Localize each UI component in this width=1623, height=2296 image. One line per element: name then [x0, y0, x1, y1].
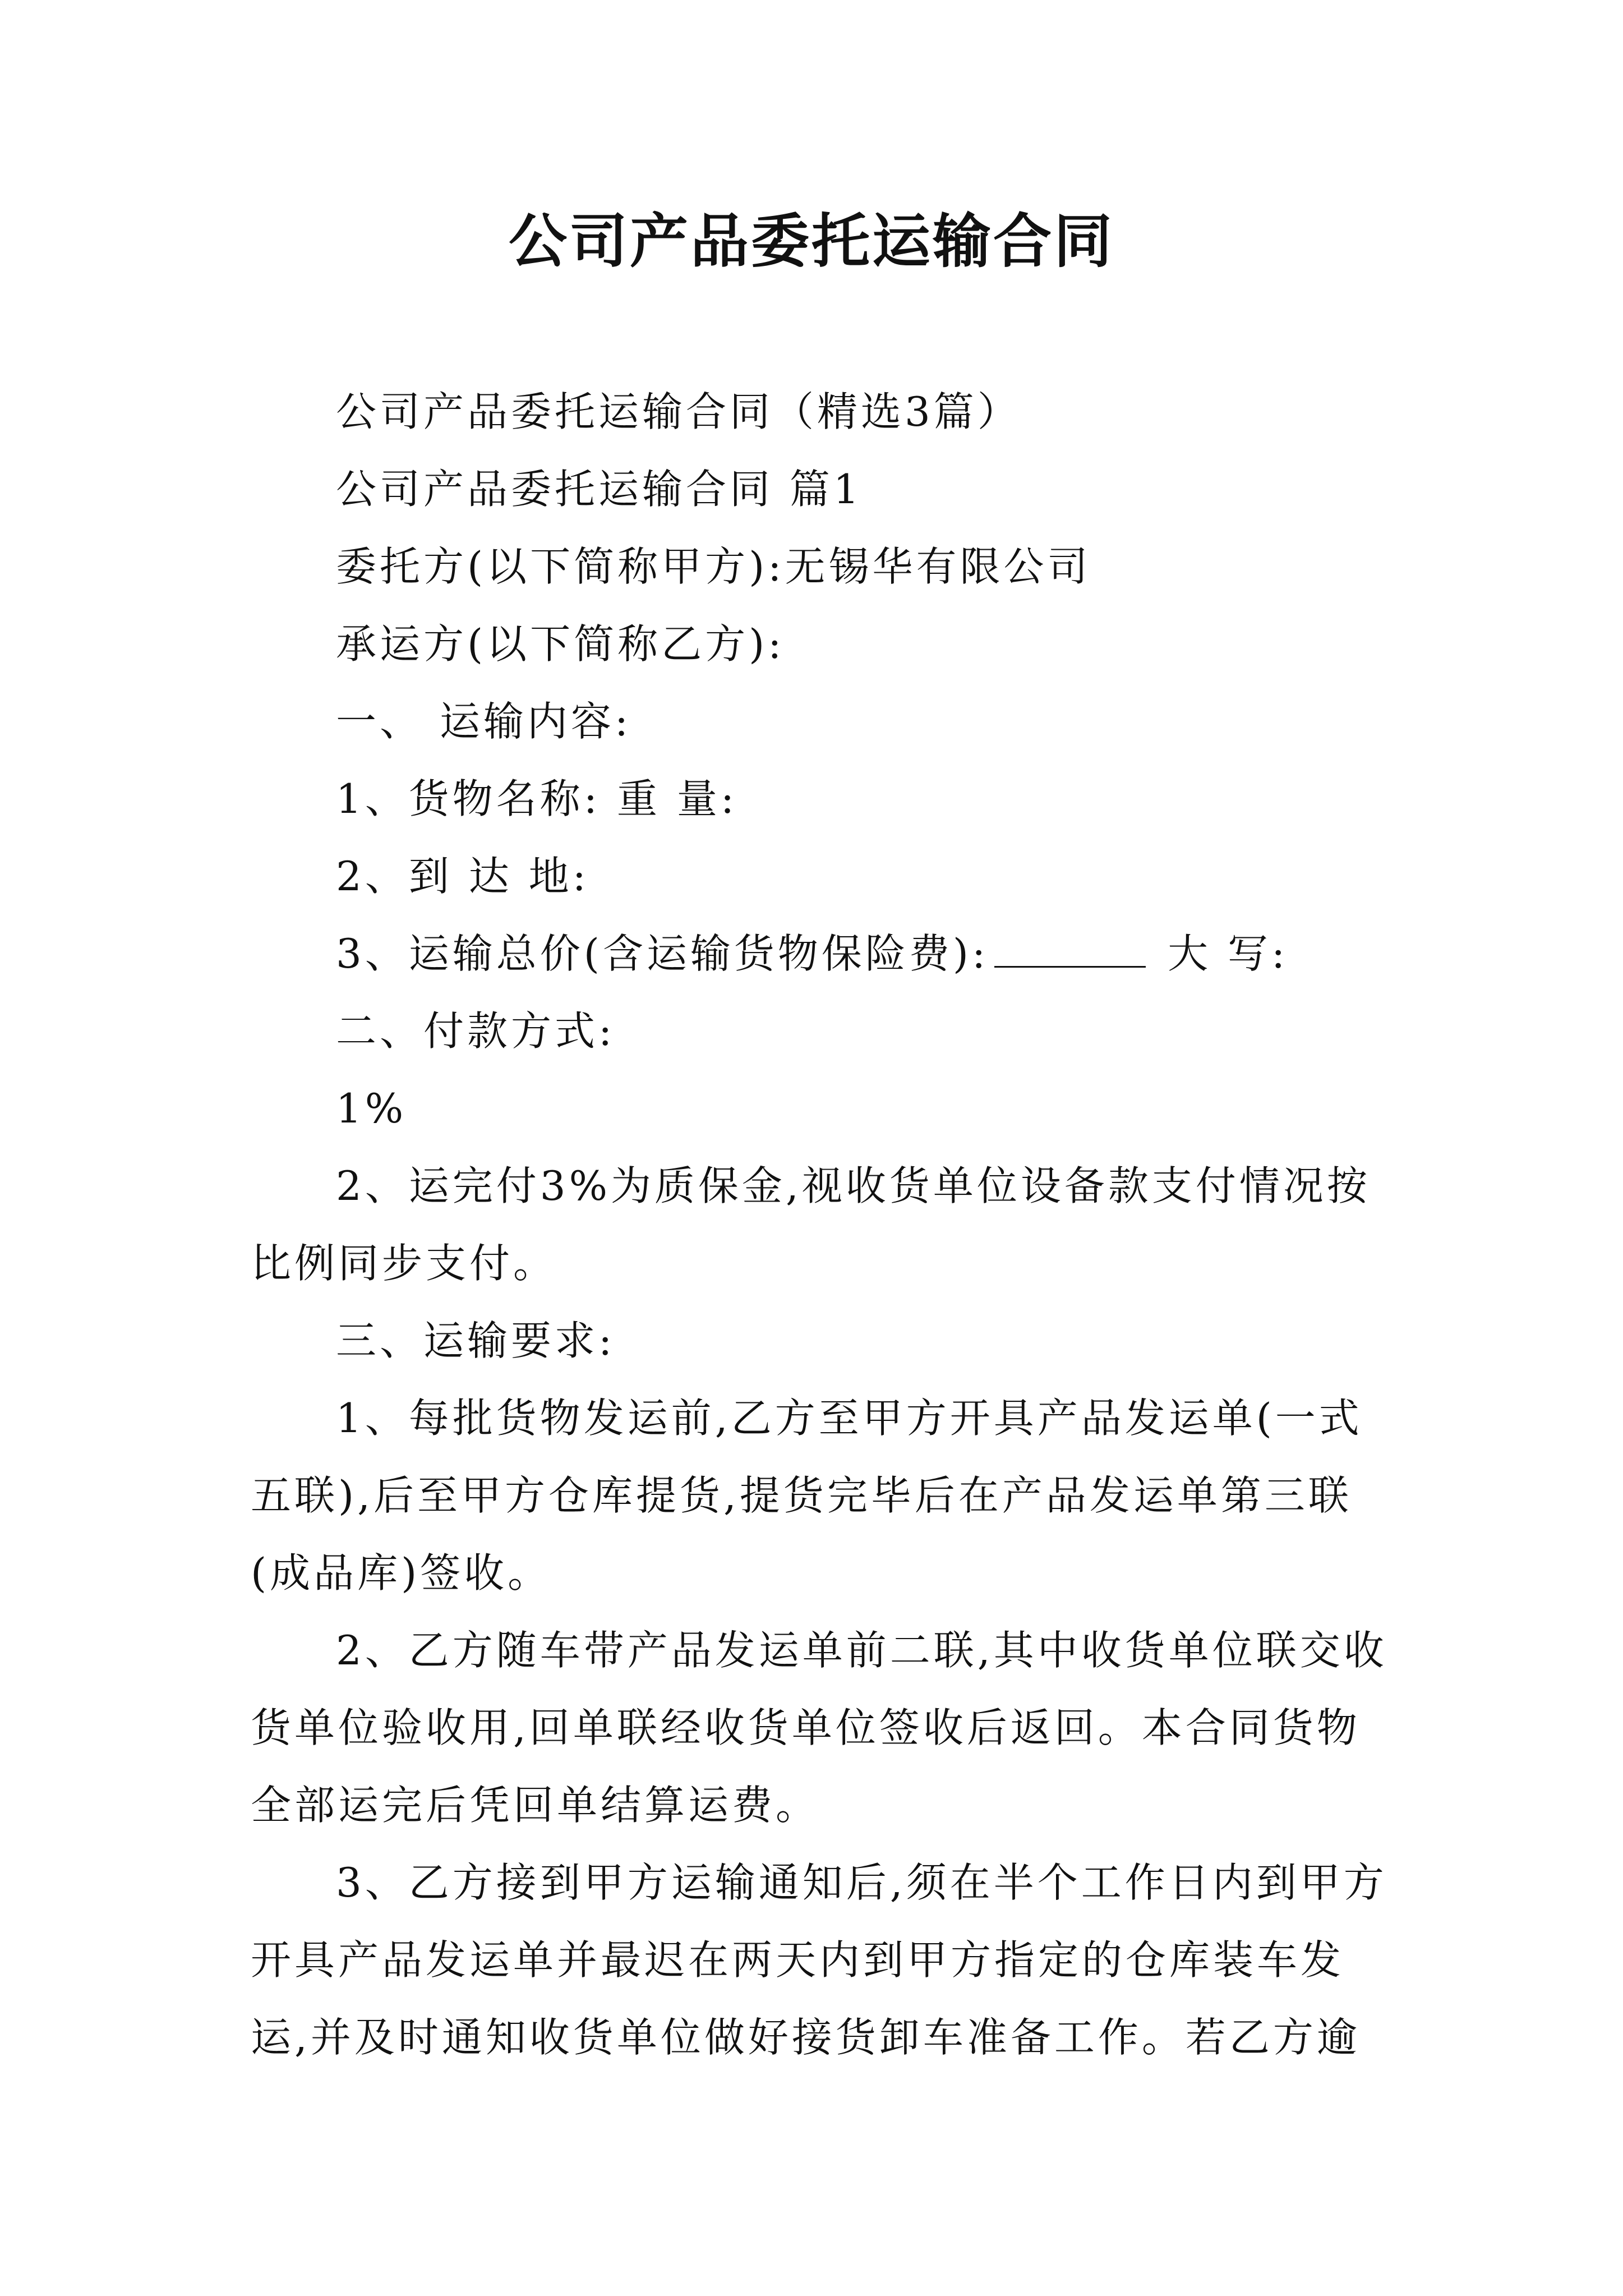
paragraph: 1、货物名称: 重 量:: [336, 775, 738, 822]
paragraph: 一、 运输内容:: [336, 698, 632, 745]
paragraph: 2、到 达 地:: [336, 853, 589, 900]
paragraph: 委托方(以下简称甲方):无锡华有限公司: [336, 543, 1091, 590]
paragraph: [251, 915, 1389, 992]
paragraph: 公司产品委托运输合同（精选3篇）: [336, 388, 1021, 435]
paragraph: 1、每批货物发运前,乙方至甲方开具产品发运单(一式五联),后至甲方仓库提货,提货完毕后在产品发运单第三联(成品库)签收。: [251, 1395, 1363, 1596]
paragraph: 1%: [336, 1085, 407, 1132]
document-body: [251, 373, 1389, 2076]
paragraph: 承运方(以下简称乙方):: [336, 620, 785, 668]
uppercase-amount-label: 大 写:: [1168, 930, 1289, 977]
total-price-label: 3、运输总价(含运输货物保险费):: [336, 930, 989, 977]
paragraph: 公司产品委托运输合同 篇1: [336, 466, 863, 513]
fill-in-blank: [994, 932, 1146, 968]
document-title: 公司产品委托运输合同: [508, 206, 1114, 275]
paragraph: 三、运输要求:: [336, 1317, 616, 1364]
paragraph: 3、乙方接到甲方运输通知后,须在半个工作日内到甲方开具产品发运单并最迟在两天内到甲方指定的仓库装车发运,并及时通知收货单位做好接货卸车准备工作。若乙方逾: [251, 1859, 1387, 2061]
paragraph: 2、乙方随车带产品发运单前二联,其中收货单位联交收货单位验收用,回单联经收货单位签收后返回。本合同货物全部运完后凭回单结算运费。: [251, 1627, 1387, 1829]
paragraph: 2、运完付3%为质保金,视收货单位设备款支付情况按比例同步支付。: [251, 1162, 1371, 1287]
paragraph: 二、付款方式:: [336, 1007, 616, 1055]
